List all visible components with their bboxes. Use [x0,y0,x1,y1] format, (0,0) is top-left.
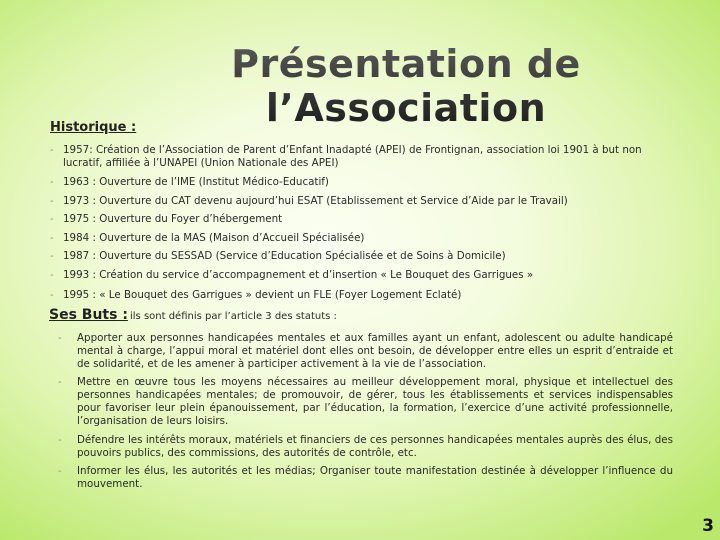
historique-item: - 1984 : Ouverture de la MAS (Maison d’Accueil Spécialisée) [50,232,365,244]
buts-heading: Ses Buts : [49,307,128,323]
buts-item: - Apporter aux personnes handicapées mentales et aux familles ayant un enfant, adolescent ou adulte handicapé mental à charge, l’appui moral et matériel dont elles ont besoin, de développer entre elles un esprit d’entraide et de solidarité, et de les amener à participer activement à la vie de l’association. [58,332,673,370]
buts-item: - Mettre en œuvre tous les moyens nécessaires au meilleur développement moral, physique et intellectuel des personnes handicapées mentales; de promouvoir, de gérer, tous les établissements et services indispensables pour favoriser leur plein épanouissement, par l’éducation, la formation, l’exercice d’une activité professionnelle, l’organisation de leurs loisirs. [58,376,673,427]
bullet-dash: - [50,144,54,156]
slide-title: Présentation de l’Association [0,42,720,130]
historique-item: - 1973 : Ouverture du CAT devenu aujourd’hui ESAT (Etablissement et Service d’Aide par le Travail) [50,195,568,207]
historique-item: - 1987 : Ouverture du SESSAD (Service d’Education Spécialisée et de Soins à Domicile) [50,250,506,262]
bullet-dash: - [50,176,54,188]
bullet-dash: - [58,376,62,388]
bullet-dash: - [50,289,54,301]
bullet-dash: - [50,195,54,207]
bullet-dash: - [58,465,62,477]
bullet-dash: - [50,269,54,281]
bullet-dash: - [50,213,54,225]
historique-heading: Historique : [50,120,137,135]
buts-item: - Défendre les intérêts moraux, matériels et financiers de ces personnes handicapées mentales auprès des élus, des pouvoirs publics, des commissions, des autorités de contrôle, etc. [58,434,673,459]
bullet-dash: - [50,250,54,262]
historique-item: - 1963 : Ouverture de l’IME (Institut Médico-Educatif) [50,176,329,188]
bullet-dash: - [50,232,54,244]
buts-item: - Informer les élus, les autorités et les médias; Organiser toute manifestation destinée à développer l’influence du mouvement. [58,465,673,490]
page-number: 3 [702,516,714,536]
historique-item: - 1957: Création de l’Association de Parent d’Enfant Inadapté (APEI) de Frontignan, association loi 1901 à but non lucratif, affiliée à l’UNAPEI (Union Nationale des APEI) [50,144,642,169]
historique-item: - 1995 : « Le Bouquet des Garrigues » devient un FLE (Foyer Logement Eclaté) [50,289,462,301]
buts-subheading: ils sont définis par l’article 3 des statuts : [130,311,337,322]
bullet-dash: - [58,434,62,446]
bullet-dash: - [58,332,62,344]
historique-item: - 1993 : Création du service d’accompagnement et d’insertion « Le Bouquet des Garrigues » [50,269,534,281]
historique-item: - 1975 : Ouverture du Foyer d’hébergement [50,213,283,225]
